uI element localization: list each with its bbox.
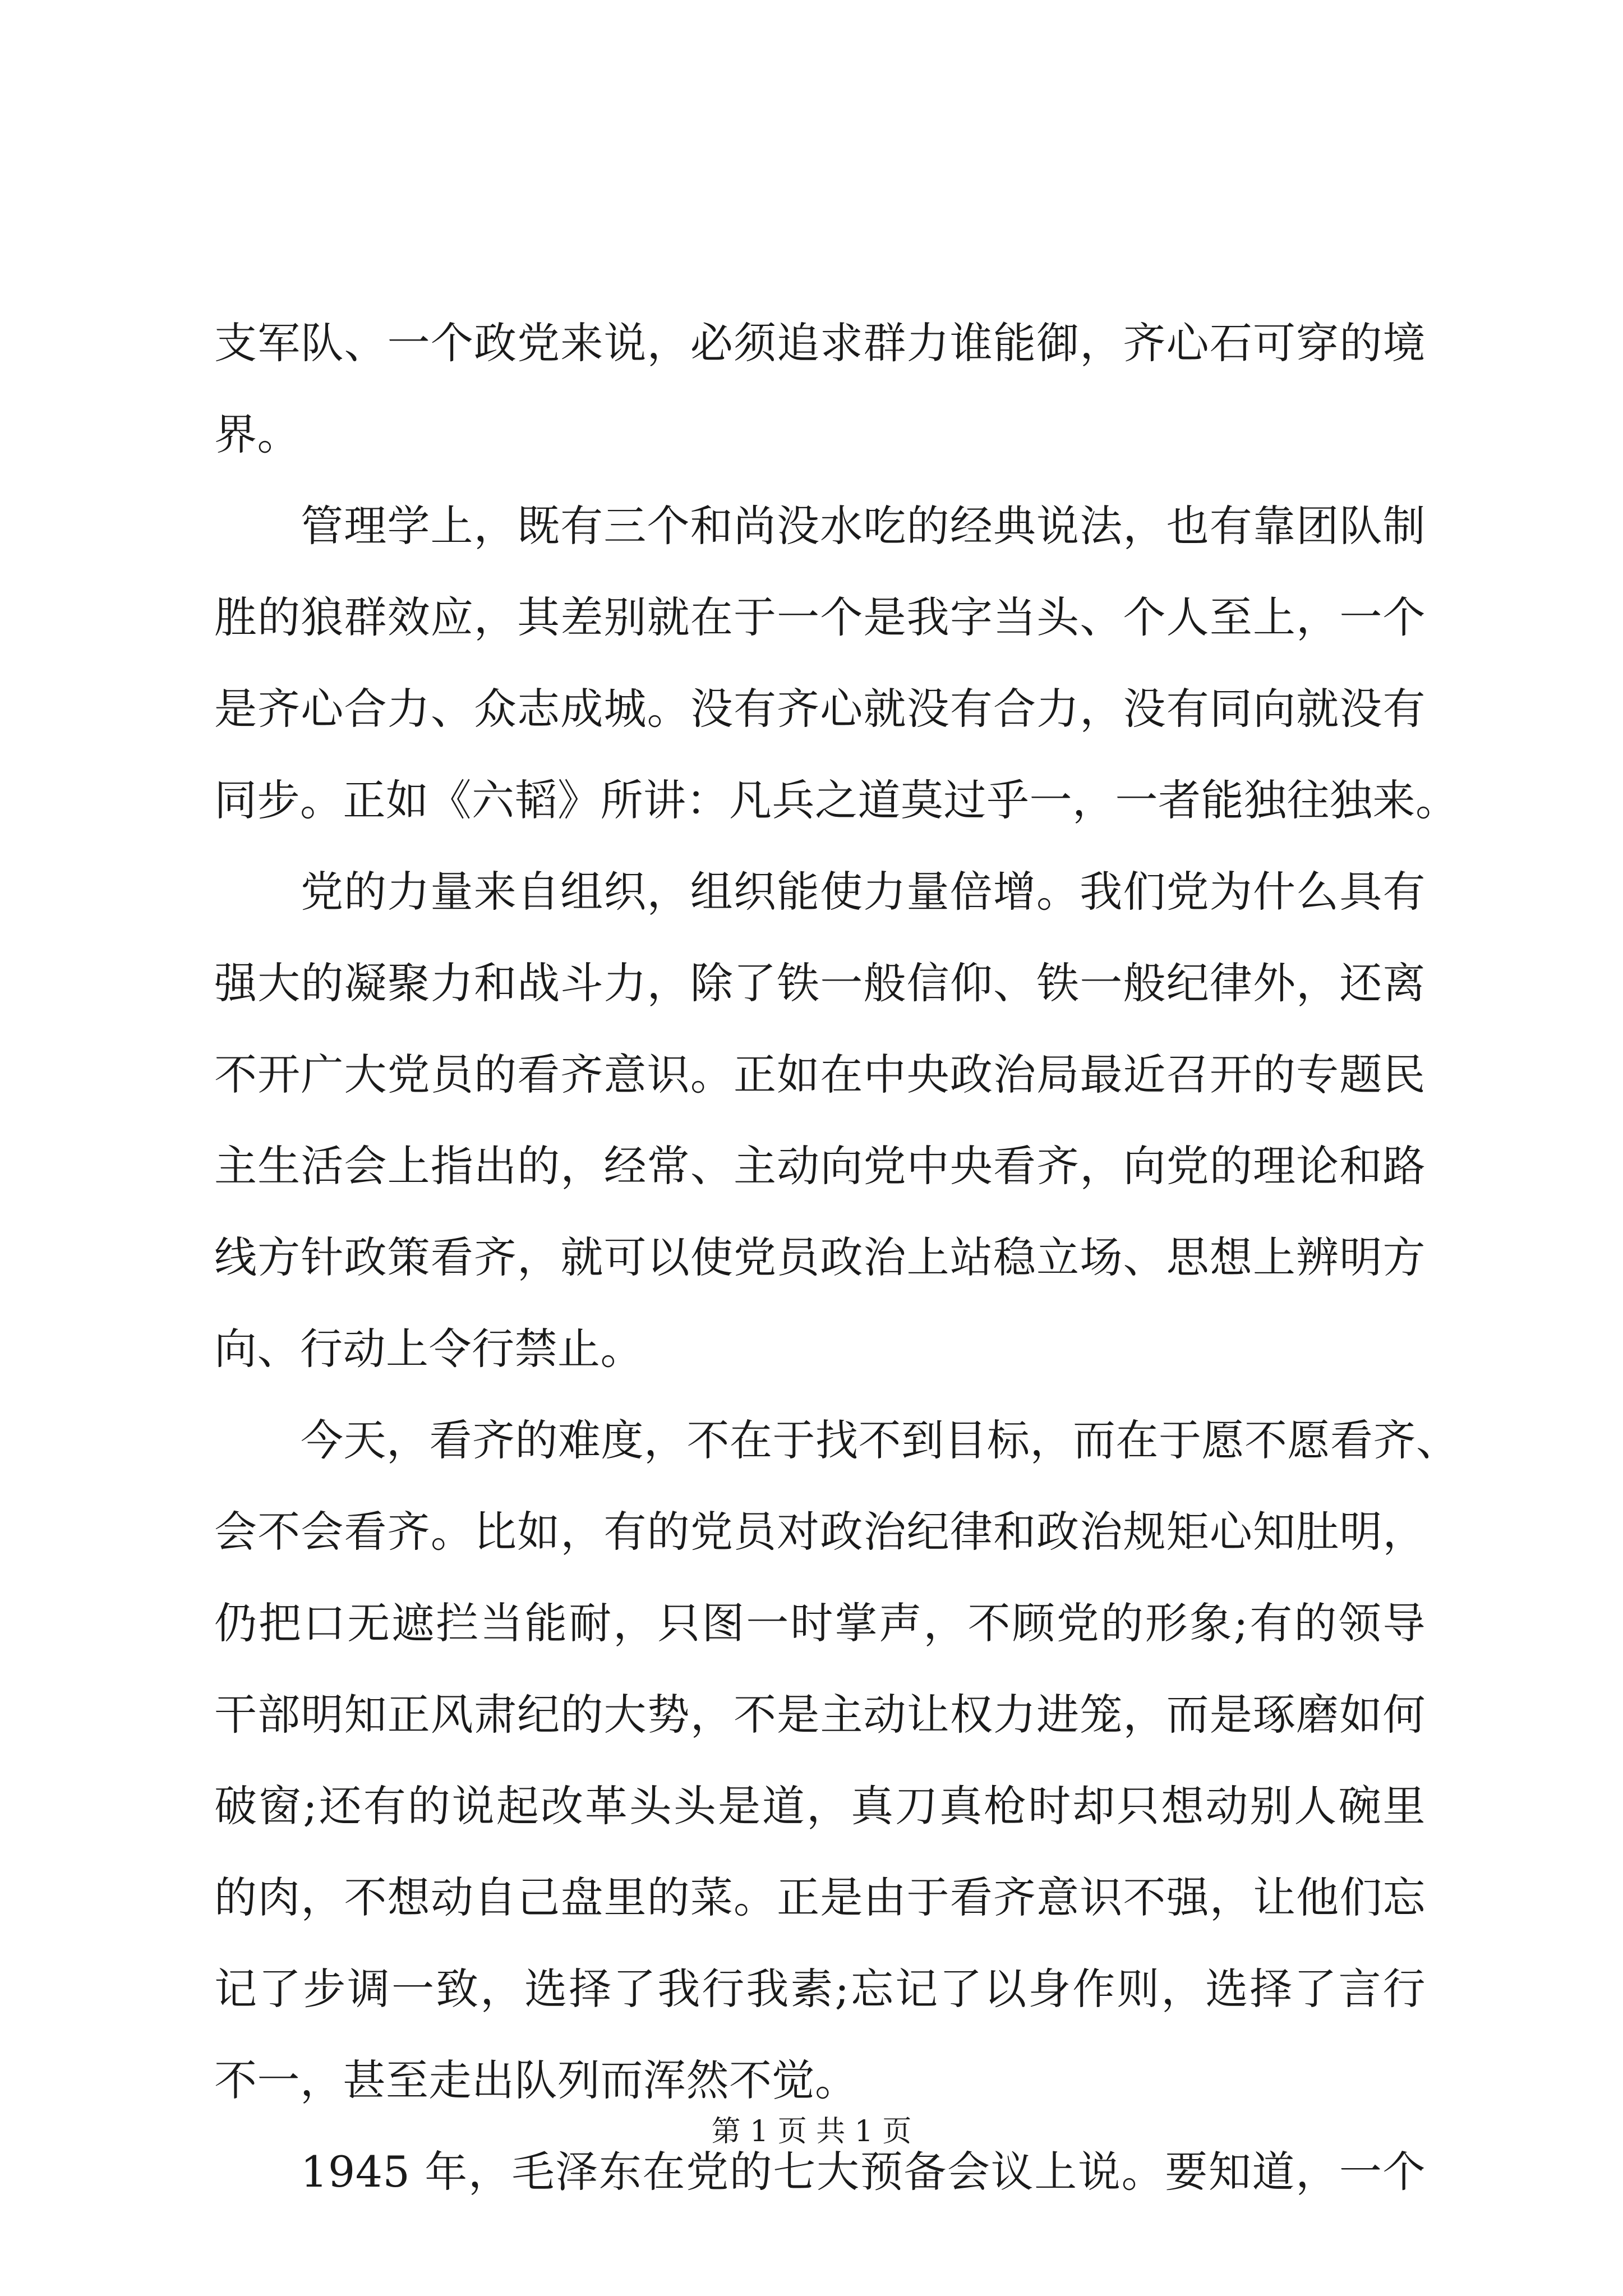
text-line: 线方针政策看齐，就可以使党员政治上站稳立场、思想上辨明方 xyxy=(214,1232,1426,1282)
text-line: 的肉，不想动自己盘里的菜。正是由于看齐意识不强，让他们忘 xyxy=(214,1872,1426,1922)
text-line: 胜的狼群效应，其差别就在于一个是我字当头、个人至上，一个 xyxy=(214,592,1426,642)
text-line: 强大的凝聚力和战斗力，除了铁一般信仰、铁一般纪律外，还离 xyxy=(214,958,1426,1008)
text-line: 干部明知正风肃纪的大势，不是主动让权力进笼，而是琢磨如何 xyxy=(214,1690,1426,1740)
text-line: 不开广大党员的看齐意识。正如在中央政治局最近召开的专题民 xyxy=(214,1050,1426,1099)
text-line: 支军队、一个政党来说，必须追求群力谁能御，齐心石可穿的境 xyxy=(214,318,1426,368)
text-line: 界。 xyxy=(214,409,300,459)
paragraph-start-line: 党的力量来自组织，组织能使力量倍增。我们党为什么具有 xyxy=(301,867,1426,917)
paragraph-start-line: 今天，看齐的难度，不在于找不到目标，而在于愿不愿看齐、 xyxy=(301,1415,1459,1465)
text-line: 仍把口无遮拦当能耐，只图一时掌声，不顾党的形象;有的领导 xyxy=(214,1598,1426,1648)
text-line: 同步。正如《六韬》所讲：凡兵之道莫过乎一，一者能独往独来。 xyxy=(214,775,1459,825)
text-line: 会不会看齐。比如，有的党员对政治纪律和政治规矩心知肚明， xyxy=(214,1507,1426,1557)
text-line: 不一，甚至走出队列而浑然不觉。 xyxy=(214,2055,858,2105)
paragraph-start-line: 管理学上，既有三个和尚没水吃的经典说法，也有靠团队制 xyxy=(301,501,1426,551)
paragraph-start-line: 1945 年，毛泽东在党的七大预备会议上说。要知道，一个 xyxy=(301,2147,1426,2197)
text-line: 破窗;还有的说起改革头头是道，真刀真枪时却只想动别人碗里 xyxy=(214,1781,1426,1831)
text-line: 记了步调一致，选择了我行我素;忘记了以身作则，选择了言行 xyxy=(214,1964,1426,2014)
text-line: 主生活会上指出的，经常、主动向党中央看齐，向党的理论和路 xyxy=(214,1141,1426,1191)
document-body xyxy=(214,297,1459,2217)
page-footer: 第 1 页 共 1 页 xyxy=(711,2115,912,2148)
text-line: 向、行动上令行禁止。 xyxy=(214,1324,643,1374)
text-line: 是齐心合力、众志成城。没有齐心就没有合力，没有同向就没有 xyxy=(214,684,1426,734)
